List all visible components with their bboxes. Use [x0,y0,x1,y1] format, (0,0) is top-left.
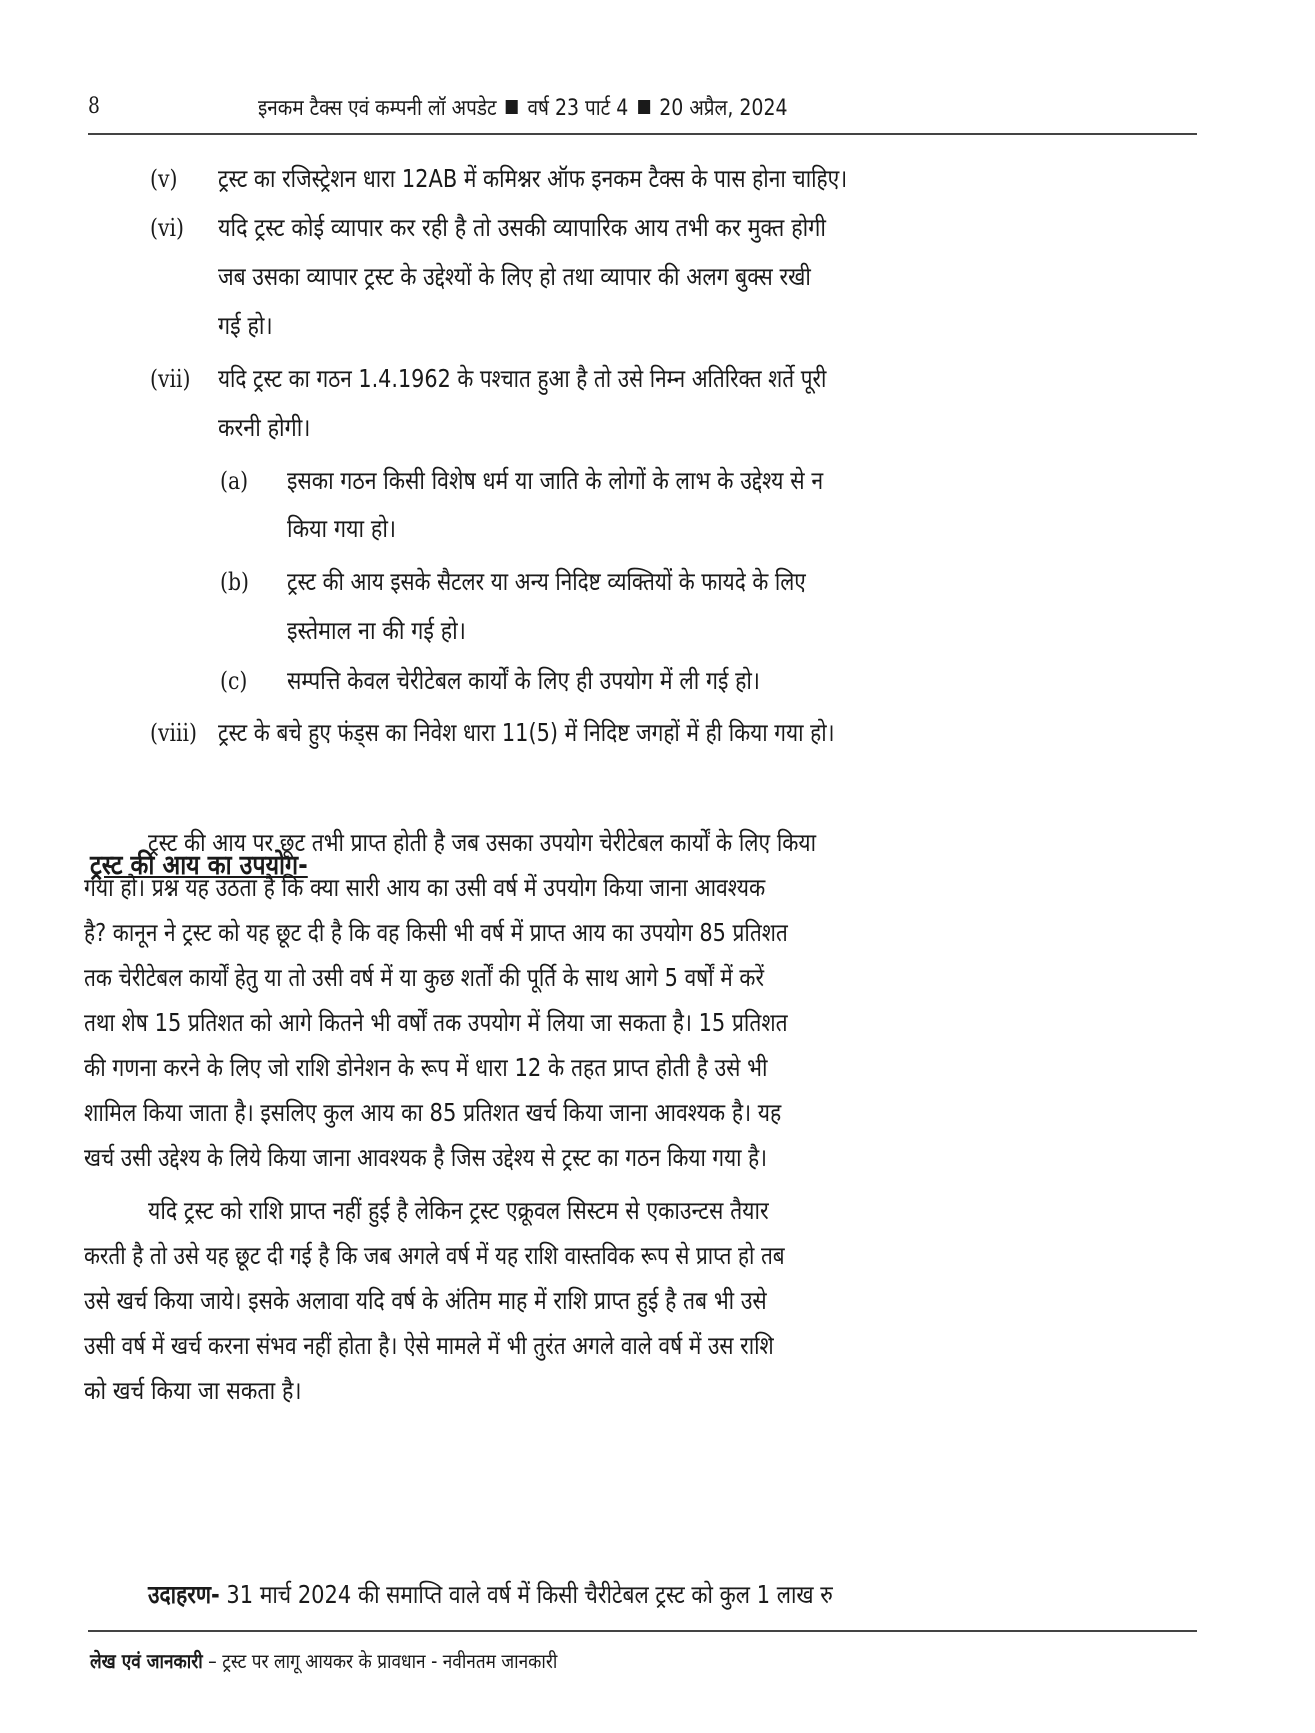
square-bullet-icon [506,100,518,114]
paragraph-line: खर्च उसी उद्देश्य के लिये किया जाना आवश्यक है जिस उद्देश्य से ट्रस्ट का गठन किया गया है। [84,1143,768,1172]
example-label: उदाहरण- [148,1580,220,1609]
paragraph-line: तक चेरीटेबल कार्यों हेतु या तो उसी वर्ष में या कुछ शर्तों की पूर्ति के साथ आगे 5 वर्षों में करें [84,963,764,992]
paragraph-line: करती है तो उसे यह छूट दी गई है कि जब अगले वर्ष में यह राशि वास्तविक रूप से प्राप्त हो तब [84,1241,785,1270]
sub-label: (b) [220,568,249,596]
footer-section: लेख एवं जानकारी [90,1649,203,1673]
sub-label: (c) [220,667,248,695]
publication-name: इनकम टैक्स एवं कम्पनी लॉ अपडेट [258,96,497,121]
volume-info: वर्ष 23 पार्ट 4 [527,96,629,121]
list-text-line: ट्रस्ट का रजिस्ट्रेशन धारा 12AB में कमिश्नर ऑफ इनकम टैक्स के पास होना चाहिए। [218,164,848,193]
sub-text-line: किया गया हो। [287,514,397,543]
paragraph-line: ट्रस्ट की आय पर छूट तभी प्राप्त होती है जब उसका उपयोग चेरीटेबल कार्यों के लिए किया [148,828,817,857]
paragraph-line: को खर्च किया जा सकता है। [84,1376,302,1405]
header-divider [88,133,1197,135]
issue-date: 20 अप्रैल, 2024 [659,96,788,121]
example-line [148,1578,833,1612]
paragraph-line: शामिल किया जाता है। इसलिए कुल आय का 85 प्रतिशत खर्च किया जाना आवश्यक है। यह [84,1098,782,1127]
square-bullet-icon [638,100,650,114]
sub-text-line: इस्तेमाल ना की गई हो। [287,616,466,645]
sub-text-line: इसका गठन किसी विशेष धर्म या जाति के लोगों के लाभ के उद्देश्य से न [287,466,824,495]
header-title [258,92,788,122]
section-heading: ट्रस्ट की आय का उपयोग- [90,850,308,881]
sub-label: (a) [220,467,249,495]
paragraph-line: है? कानून ने ट्रस्ट को यह छूट दी है कि वह किसी भी वर्ष में प्राप्त आय का उपयोग 85 प्रतिशत [84,918,788,947]
footer-divider [88,1630,1197,1632]
paragraph-line: गया हो। प्रश्न यह उठता है कि क्या सारी आय का उसी वर्ष में उपयोग किया जाना आवश्यक [84,873,766,902]
list-label: (vii) [150,365,191,393]
example-text: 31 मार्च 2024 की समाप्ति वाले वर्ष में किसी चैरीटेबल ट्रस्ट को कुल 1 लाख रु [219,1580,833,1609]
paragraph-line: उसी वर्ष में खर्च करना संभव नहीं होता है। ऐसे मामले में भी तुरंत अगले वाले वर्ष में उस राशि [84,1331,774,1360]
list-text-line: करनी होगी। [218,413,311,442]
paragraph-line: की गणना करने के लिए जो राशि डोनेशन के रूप में धारा 12 के तहत प्राप्त होती है उसे भी [84,1053,768,1082]
list-text-line: ट्रस्ट के बचे हुए फंड्स का निवेश धारा 11(5) में निदिष्ट जगहों में ही किया गया हो। [218,718,835,747]
list-label: (vi) [150,214,184,242]
list-text-line: गई हो। [218,311,273,340]
sub-text-line: ट्रस्ट की आय इसके सैटलर या अन्य निदिष्ट व्यक्तियों के फायदे के लिए [287,567,806,596]
running-footer [90,1647,557,1674]
list-text-line: यदि ट्रस्ट का गठन 1.4.1962 के पश्चात हुआ है तो उसे निम्न अतिरिक्त शर्ते पूरी [218,364,827,393]
paragraph-line: उसे खर्च किया जाये। इसके अलावा यदि वर्ष के अंतिम माह में राशि प्राप्त हुई है तब भी उसे [84,1286,767,1315]
paragraph-line: तथा शेष 15 प्रतिशत को आगे कितने भी वर्षों तक उपयोग में लिया जा सकता है। 15 प्रतिशत [84,1008,788,1037]
running-header [88,92,1197,126]
list-label: (v) [150,165,178,193]
list-label: (viii) [150,719,198,747]
list-text-line: जब उसका व्यापार ट्रस्ट के उद्देश्यों के लिए हो तथा व्यापार की अलग बुक्स रखी [218,262,811,291]
list-text-line: यदि ट्रस्ट कोई व्यापार कर रही है तो उसकी व्यापारिक आय तभी कर मुक्त होगी [218,213,826,242]
footer-title: – ट्रस्ट पर लागू आयकर के प्रावधान - नवीनतम जानकारी [202,1649,558,1673]
sub-text-line: सम्पत्ति केवल चेरीटेबल कार्यों के लिए ही उपयोग में ली गई हो। [287,666,760,695]
paragraph-line: यदि ट्रस्ट को राशि प्राप्त नहीं हुई है लेकिन ट्रस्ट एक्रूवल सिस्टम से एकाउन्टस तैयार [148,1196,769,1225]
page-number: 8 [88,94,100,119]
